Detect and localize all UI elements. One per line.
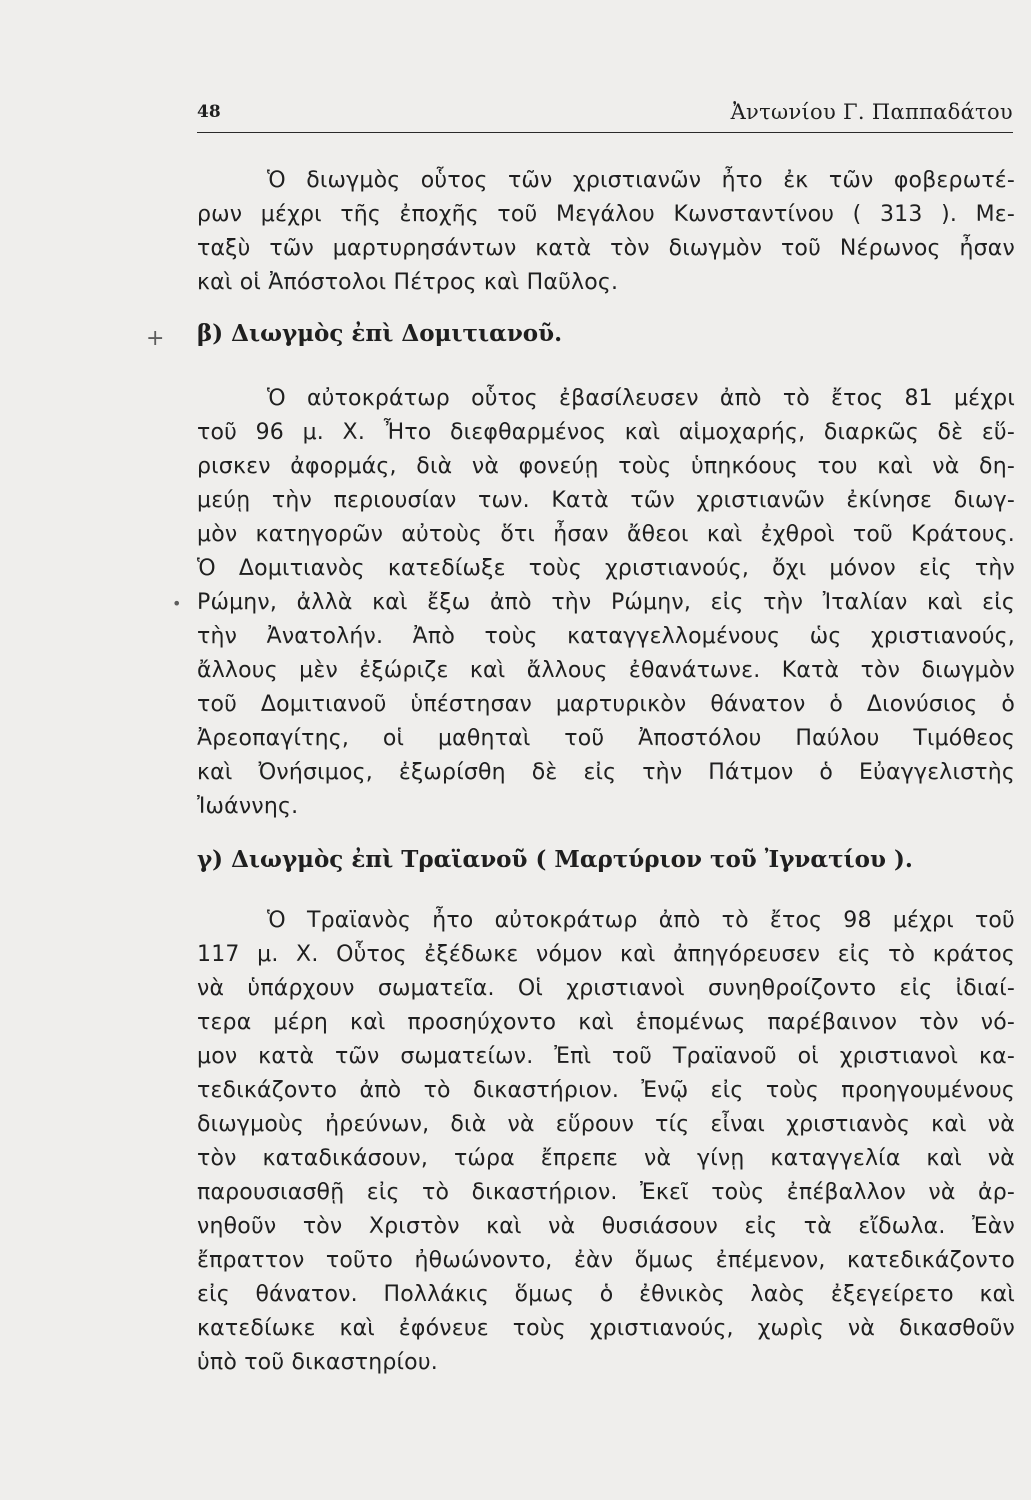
page-number: 48 [197,102,221,122]
paragraph-persecution-trajan [197,904,1015,1380]
text-line: εἰς θάνατον. Πολλάκις ὅμως ὁ ἐθνικὸς λαὸς ἐξεγείρετο καὶ [197,1282,1015,1307]
text-line: Ἀρεοπαγίτης, οἱ μαθηταὶ τοῦ Ἀποστόλου Παύλου Τιμόθεος [197,726,1015,751]
text-line: κατεδίωκε καὶ ἐφόνευε τοὺς χριστιανούς, χωρὶς νὰ δικασθοῦν [197,1316,1015,1341]
paragraph-persecution-nero [197,164,1015,300]
page-header [197,98,1013,133]
text-line: Ὁ Τραϊανὸς ἦτο αὐτοκράτωρ ἀπὸ τὸ ἔτος 98 μέχρι τοῦ [267,908,1015,933]
text-line: τοῦ Δομιτιανοῦ ὑπέστησαν μαρτυρικὸν θάνατον ὁ Διονύσιος ὁ [197,692,1015,717]
text-line: τερα μέρη καὶ προσηύχοντο καὶ ἑπομένως παρέβαινον τὸν νό- [197,1010,1015,1035]
text-line: καὶ οἱ Ἀπόστολοι Πέτρος καὶ Παῦλος. [197,270,619,295]
text-line: τοῦ 96 μ. Χ. Ἦτο διεφθαρμένος καὶ αἱμοχαρής, διαρκῶς δὲ εὕ- [197,420,1015,445]
text-line: τὴν Ἀνατολήν. Ἀπὸ τοὺς καταγγελλομένους ὡς χριστιανούς, [197,624,1015,649]
text-line: ρισκεν ἀφορμάς, διὰ νὰ φονεύῃ τοὺς ὑπηκόους του καὶ νὰ δη- [197,454,1015,479]
text-line: Ὁ αὐτοκράτωρ οὗτος ἐβασίλευσεν ἀπὸ τὸ ἔτος 81 μέχρι [267,386,1015,411]
text-line: διωγμοὺς ἠρεύνων, διὰ νὰ εὕρουν τίς εἶναι χριστιανὸς καὶ νὰ [197,1112,1015,1137]
margin-cross-mark: + [146,326,165,351]
text-line: ρων μέχρι τῆς ἐποχῆς τοῦ Μεγάλου Κωνσταντίνου ( 313 ). Με- [197,202,1015,227]
text-line: Ὁ Δομιτιανὸς κατεδίωξε τοὺς χριστιανούς, ὄχι μόνον εἰς τὴν [197,556,1015,581]
text-line: μον κατὰ τῶν σωματείων. Ἐπὶ τοῦ Τραϊανοῦ οἱ χριστιανοὶ κα- [197,1044,1015,1069]
text-line: ἔπραττον τοῦτο ἠθωώνοντο, ἐὰν ὅμως ἐπέμενον, κατεδικάζοντο [197,1248,1015,1273]
text-line: μὸν κατηγορῶν αὐτοὺς ὅτι ἦσαν ἄθεοι καὶ ἐχθροὶ τοῦ Κράτους. [197,522,1015,547]
text-line: ταξὺ τῶν μαρτυρησάντων κατὰ τὸν διωγμὸν τοῦ Νέρωνος ἦσαν [197,236,1015,261]
text-line: παρουσιασθῇ εἰς τὸ δικαστήριον. Ἐκεῖ τοὺς ἐπέβαλλον νὰ ἀρ- [197,1180,1015,1205]
text-line: νηθοῦν τὸν Χριστὸν καὶ νὰ θυσιάσουν εἰς τὰ εἴδωλα. Ἐὰν [197,1214,1015,1239]
text-line: Ἰωάννης. [197,794,299,819]
running-head: Ἀντωνίου Γ. Παππαδάτου [730,100,1013,124]
margin-dot-mark: • [172,594,182,613]
text-line: Ρώμην, ἀλλὰ καὶ ἔξω ἀπὸ τὴν Ρώμην, εἰς τὴν Ἰταλίαν καὶ εἰς [197,590,1015,615]
section-heading-domitian: β) Διωγμὸς ἐπὶ Δομιτιανοῦ. [197,320,563,347]
text-line: τὸν καταδικάσουν, τώρα ἔπρεπε νὰ γίνῃ καταγγελία καὶ νὰ [197,1146,1015,1171]
text-line: 117 μ. Χ. Οὗτος ἐξέδωκε νόμον καὶ ἀπηγόρευσεν εἰς τὸ κράτος [197,942,1015,967]
text-line: ἄλλους μὲν ἐξώριζε καὶ ἄλλους ἐθανάτωνε. Κατὰ τὸν διωγμὸν [197,658,1015,683]
text-line: νὰ ὑπάρχουν σωματεῖα. Οἱ χριστιανοὶ συνηθροίζοντο εἰς ἰδιαί- [197,976,1015,1001]
section-heading-trajan: γ) Διωγμὸς ἐπὶ Τραϊανοῦ ( Μαρτύριον τοῦ Ἰγνατίου ). [197,846,913,873]
text-line: Ὁ διωγμὸς οὗτος τῶν χριστιανῶν ἦτο ἐκ τῶν φοβερωτέ- [267,168,1015,193]
text-line: καὶ Ὀνήσιμος, ἐξωρίσθη δὲ εἰς τὴν Πάτμον ὁ Εὐαγγελιστὴς [197,760,1015,785]
paragraph-persecution-domitian [197,382,1015,824]
text-line: μεύῃ τὴν περιουσίαν των. Κατὰ τῶν χριστιανῶν ἐκίνησε διωγ- [197,488,1015,513]
text-line: τεδικάζοντο ἀπὸ τὸ δικαστήριον. Ἐνῷ εἰς τοὺς προηγουμένους [197,1078,1015,1103]
text-line: ὑπὸ τοῦ δικαστηρίου. [197,1350,438,1375]
